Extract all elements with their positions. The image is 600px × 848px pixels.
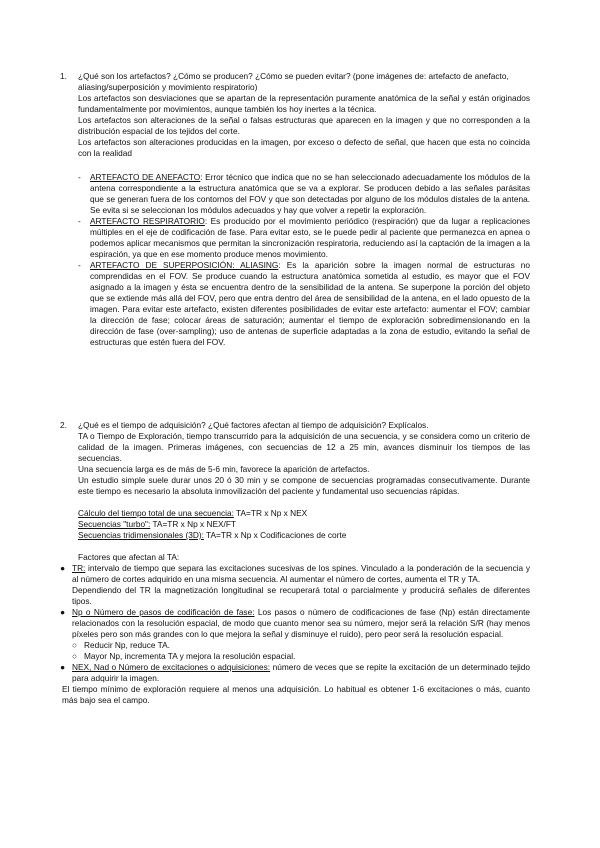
question-2-number: 2. [60, 420, 67, 430]
factor-description: Los pasos o número de codificaciones de fase (Np) están directamente relacionados con la resolución espacial, de modo que cuanto menor sea su número, mejor será la relación S/R (hay menos píxeles pero son más grandes con lo que mejora la señal y disminuye el ruido), pero peor será la resolución espacial. [72, 607, 531, 639]
formula-value: TA=TR x Np x Codificaciones de corte [203, 530, 347, 540]
factor-label: NEX, Nad o Número de excitaciones o adquisiciones: [72, 662, 271, 672]
list-item [78, 172, 530, 216]
question-1-header [60, 71, 530, 93]
factor-nex [60, 662, 530, 684]
q1-definition-3: Los artefactos son alteraciones producidas en la imagen, por exceso o defecto de señal, que hacen que esta no coincida con la realidad [78, 137, 530, 158]
formula-label: Secuencias tridimensionales (3D): [78, 530, 204, 540]
artifact-description: : Es producido por el movimiento periódico (respiración) que da lugar a replicaciones múltiples en el eje de codificación de fase. Para evitar esto, se le puede pedir al paciente que permanezca en apnea o podemos aplicar mecanismos que permitan la sincronización respiratoria, reduciendo así la captación de la imagen a la espiración, ya que en ese momento produce menos movimiento. [90, 216, 530, 259]
factor-label: Np o Número de pasos de codificación de fase: [72, 607, 255, 617]
q1-definition-2: Los artefactos son alteraciones de la señal o falsas estructuras que aparecen en la imagen y que no corresponden a la distribución espacial de los tejidos del corte. [78, 115, 530, 136]
bullet-dot: ● [60, 607, 66, 617]
sub-list-item [60, 651, 530, 662]
closing-paragraph: El tiempo mínimo de exploración requiere al menos una adquisición. Lo habitual es obtener 1-6 excitaciones o más, cuanto más bajo sea el campo. [62, 684, 530, 705]
sub-item-text: Reducir Np, reduce TA. [84, 640, 170, 650]
artifact-title: ARTEFACTO DE ANEFACTO [90, 172, 201, 182]
formula-turbo [60, 519, 530, 530]
formula-label: Cálculo del tiempo total de una secuencia: [78, 508, 234, 518]
factor-label: TR: [72, 563, 86, 573]
sub-item-text: Mayor Np, incrementa TA y mejora la resolución espacial. [84, 651, 296, 661]
bullet-circle: ○ [72, 640, 78, 650]
artifact-description: : Es la aparición sobre la imagen normal de estructuras no comprendidas en el FOV. Se produce cuando la estructura anatómica sometida al estudio, es mayor que el FOV asignado a la imagen y ésta se encuentra dentro de la sensibilidad de la antena. Se superpone la porción del objeto que se extiende más allá del FOV, pero que entra dentro del área de sensibilidad de la antena, en el lado opuesto de la imagen. Para evitar este artefacto, existen diferentes posibilidades de evitar este artefacto: aumentar el FOV; cambiar la dirección de fase; colocar áreas de saturación; aumentar el tiempo de exploración sobredimensionando en la dirección de fase (over-sampling); uso de antenas de superficie adaptadas a la zona de estudio, evitando la señal de estructuras que estén fuera del FOV. [90, 260, 530, 347]
factor-tr [60, 563, 530, 585]
factor-tr-detail: Dependiendo del TR la magnetización longitudinal se recuperará total o parcialmente y producirá señales de diferentes tipos. [72, 585, 530, 606]
bullet-dot: ● [60, 662, 66, 672]
q2-definition-3: Un estudio simple suele durar unos 20 ó 30 min y se compone de secuencias programadas consecutivamente. Durante este tiempo es necesario la absoluta inmovilización del paciente y fundamental uso secuencias rápidas. [78, 475, 530, 496]
list-item [78, 260, 530, 348]
formula-value: TA=TR x Np x NEX [233, 508, 308, 518]
artifact-description: : Error técnico que indica que no se han seleccionado adecuadamente los módulos de la antena correspondiente a la estructura anatómica que se va a explorar. Se producen debido a las señales parásitas que se generan fuera de los contornos del FOV y que son detectadas por alguno de los módulos distales de la antena. Se evita si se seleccionan los módulos adecuados y hay que volver a repetir la exploración. [90, 172, 530, 215]
formula-label: Secuencias "turbo": [78, 519, 151, 529]
factor-np [60, 607, 530, 640]
bullet-dash: - [78, 260, 81, 270]
question-1-number: 1. [60, 71, 67, 81]
formula-value: TA=TR x Np x NEX/FT [150, 519, 236, 529]
bullet-dot: ● [60, 563, 66, 573]
factor-description: intervalo de tiempo que separa las excitaciones sucesivas de los spines. Vinculado a la ponderación de la secuencia y al número de cortes adquirido en una misma secuencia. Al aumentar el número de cortes, aumenta el TR y TA. [72, 563, 530, 584]
q2-definition-2: Una secuencia larga es de más de 5-6 min, favorece la aparición de artefactos. [78, 464, 370, 474]
bullet-dash: - [78, 172, 81, 182]
factors-heading: Factores que afectan al TA: [78, 552, 180, 562]
question-2-section [60, 420, 530, 706]
question-2-header [60, 420, 530, 431]
artifact-title: ARTEFACTO RESPIRATORIO [90, 216, 205, 226]
artifact-title: ARTEFACTO DE SUPERPOSICIÓN: ALIASING [90, 260, 279, 270]
question-1-section [60, 71, 530, 348]
q1-definition-1: Los artefactos son desviaciones que se apartan de la representación puramente anatómica de la señal y están originados fundamentalmente por movimientos, aunque también los hoy inertes a la técnica. [78, 93, 530, 114]
formula-total [60, 508, 530, 519]
sub-list-item [60, 640, 530, 651]
bullet-dash: - [78, 216, 81, 226]
q2-definition-1: TA o Tiempo de Exploración, tiempo transcurrido para la adquisición de una secuencia, y se considera como un criterio de calidad de la imagen. Primeras imágenes, con secuencias de 12 a 25 min, avances disminuir los tiempos de las secuencias. [78, 431, 530, 463]
formula-3d [60, 530, 530, 541]
factor-description: número de veces que se repite la excitación de un determinado tejido para adquirir la imagen. [72, 662, 530, 683]
question-1-text: ¿Qué son los artefactos? ¿Cómo se producen? ¿Cómo se pueden evitar? (pone imágenes de: artefacto de anefacto, aliasing/superposición y movimiento respiratorio) [78, 71, 509, 92]
question-2-text: ¿Qué es el tiempo de adquisición? ¿Qué factores afectan al tiempo de adquisición? Explícalos. [78, 420, 429, 430]
bullet-circle: ○ [72, 651, 78, 661]
q1-artifact-list [60, 172, 530, 348]
list-item [78, 216, 530, 260]
